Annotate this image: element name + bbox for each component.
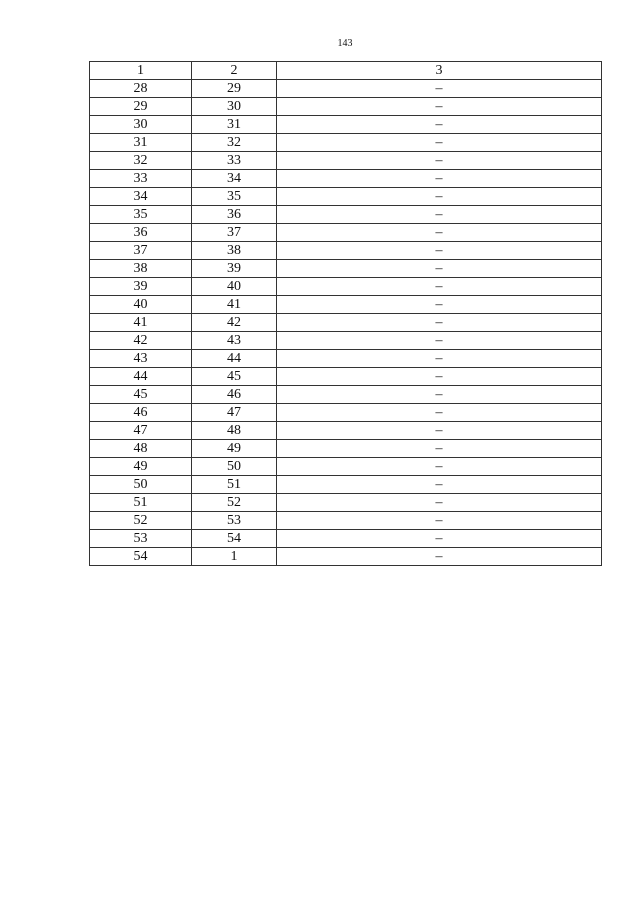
table-row (90, 368, 602, 386)
table-row (90, 314, 602, 332)
table-cell-col-1: 46 (90, 404, 192, 422)
table-cell-col-2: 30 (192, 98, 277, 116)
table-cell-col-2: 43 (192, 332, 277, 350)
table-cell-col-1: 36 (90, 224, 192, 242)
table-cell-col-1: 42 (90, 332, 192, 350)
table-cell-col-1: 37 (90, 242, 192, 260)
table-row (90, 332, 602, 350)
table-cell-col-3: – (277, 260, 602, 278)
table-cell-col-3: – (277, 188, 602, 206)
table-cell-col-3: – (277, 512, 602, 530)
page-number: 143 (337, 38, 353, 49)
table-cell-col-3: – (277, 242, 602, 260)
table-cell-col-2: 36 (192, 206, 277, 224)
table-row (90, 224, 602, 242)
table-row (90, 206, 602, 224)
table-cell-col-3: – (277, 332, 602, 350)
table-row (90, 260, 602, 278)
table-row (90, 422, 602, 440)
table-cell-col-2: 50 (192, 458, 277, 476)
table-cell-col-3: – (277, 206, 602, 224)
table-cell-col-2: 46 (192, 386, 277, 404)
table-cell-col-1: 40 (90, 296, 192, 314)
table-row (90, 476, 602, 494)
table-row (90, 404, 602, 422)
table-row (90, 242, 602, 260)
table-cell-col-2: 53 (192, 512, 277, 530)
table-cell-col-1: 47 (90, 422, 192, 440)
table-cell-col-1: 52 (90, 512, 192, 530)
table-body (90, 80, 602, 566)
table-cell-col-1: 39 (90, 278, 192, 296)
table-row (90, 152, 602, 170)
table-row (90, 278, 602, 296)
table-cell-col-2: 41 (192, 296, 277, 314)
table-cell-col-1: 28 (90, 80, 192, 98)
table-cell-col-2: 40 (192, 278, 277, 296)
table-cell-col-2: 52 (192, 494, 277, 512)
table-cell-col-2: 49 (192, 440, 277, 458)
table-row (90, 296, 602, 314)
table-row (90, 530, 602, 548)
table-row (90, 134, 602, 152)
table-row (90, 386, 602, 404)
table-cell-col-3: – (277, 314, 602, 332)
table-cell-col-3: – (277, 98, 602, 116)
table-cell-col-3: – (277, 386, 602, 404)
table-cell-col-1: 33 (90, 170, 192, 188)
table-cell-col-3: – (277, 80, 602, 98)
table-cell-col-1: 41 (90, 314, 192, 332)
table-cell-col-3: – (277, 422, 602, 440)
table-header (90, 62, 602, 80)
table-cell-col-2: 35 (192, 188, 277, 206)
table-cell-col-3: – (277, 494, 602, 512)
table-cell-col-1: 30 (90, 116, 192, 134)
table-cell-col-3: – (277, 368, 602, 386)
table-cell-col-3: – (277, 134, 602, 152)
column-header-1: 1 (90, 62, 192, 80)
table-cell-col-3: – (277, 116, 602, 134)
table-cell-col-3: – (277, 170, 602, 188)
table-row (90, 350, 602, 368)
table-cell-col-2: 31 (192, 116, 277, 134)
table-cell-col-1: 50 (90, 476, 192, 494)
table-cell-col-2: 38 (192, 242, 277, 260)
table-cell-col-3: – (277, 224, 602, 242)
table-cell-col-1: 48 (90, 440, 192, 458)
table-row (90, 548, 602, 566)
table-cell-col-3: – (277, 458, 602, 476)
table-cell-col-1: 43 (90, 350, 192, 368)
table-cell-col-3: – (277, 152, 602, 170)
table-row (90, 80, 602, 98)
data-table (89, 61, 602, 566)
table-cell-col-2: 42 (192, 314, 277, 332)
table-row (90, 458, 602, 476)
table-cell-col-1: 31 (90, 134, 192, 152)
table-cell-col-1: 49 (90, 458, 192, 476)
table-cell-col-2: 47 (192, 404, 277, 422)
table-cell-col-3: – (277, 440, 602, 458)
table-cell-col-2: 34 (192, 170, 277, 188)
table-row (90, 116, 602, 134)
table-cell-col-2: 48 (192, 422, 277, 440)
table-row (90, 170, 602, 188)
table-row (90, 188, 602, 206)
table-cell-col-2: 37 (192, 224, 277, 242)
table-cell-col-1: 29 (90, 98, 192, 116)
table-row (90, 98, 602, 116)
table-cell-col-2: 1 (192, 548, 277, 566)
table-row (90, 512, 602, 530)
table-cell-col-3: – (277, 404, 602, 422)
table-cell-col-1: 32 (90, 152, 192, 170)
table-cell-col-1: 34 (90, 188, 192, 206)
table-cell-col-2: 29 (192, 80, 277, 98)
table-cell-col-1: 53 (90, 530, 192, 548)
table-cell-col-3: – (277, 296, 602, 314)
table-cell-col-2: 33 (192, 152, 277, 170)
table-cell-col-3: – (277, 530, 602, 548)
table-header-row (90, 62, 602, 80)
table-row (90, 494, 602, 512)
table-cell-col-2: 32 (192, 134, 277, 152)
table-cell-col-3: – (277, 476, 602, 494)
table-cell-col-2: 45 (192, 368, 277, 386)
table-cell-col-3: – (277, 548, 602, 566)
table-cell-col-2: 44 (192, 350, 277, 368)
table-cell-col-1: 45 (90, 386, 192, 404)
column-header-2: 2 (192, 62, 277, 80)
table-cell-col-2: 54 (192, 530, 277, 548)
table-cell-col-2: 51 (192, 476, 277, 494)
table-cell-col-1: 51 (90, 494, 192, 512)
table-row (90, 440, 602, 458)
column-header-3: 3 (277, 62, 602, 80)
table-cell-col-3: – (277, 278, 602, 296)
table-cell-col-1: 54 (90, 548, 192, 566)
table-cell-col-1: 44 (90, 368, 192, 386)
table-cell-col-1: 35 (90, 206, 192, 224)
table-cell-col-1: 38 (90, 260, 192, 278)
table-cell-col-3: – (277, 350, 602, 368)
table-cell-col-2: 39 (192, 260, 277, 278)
